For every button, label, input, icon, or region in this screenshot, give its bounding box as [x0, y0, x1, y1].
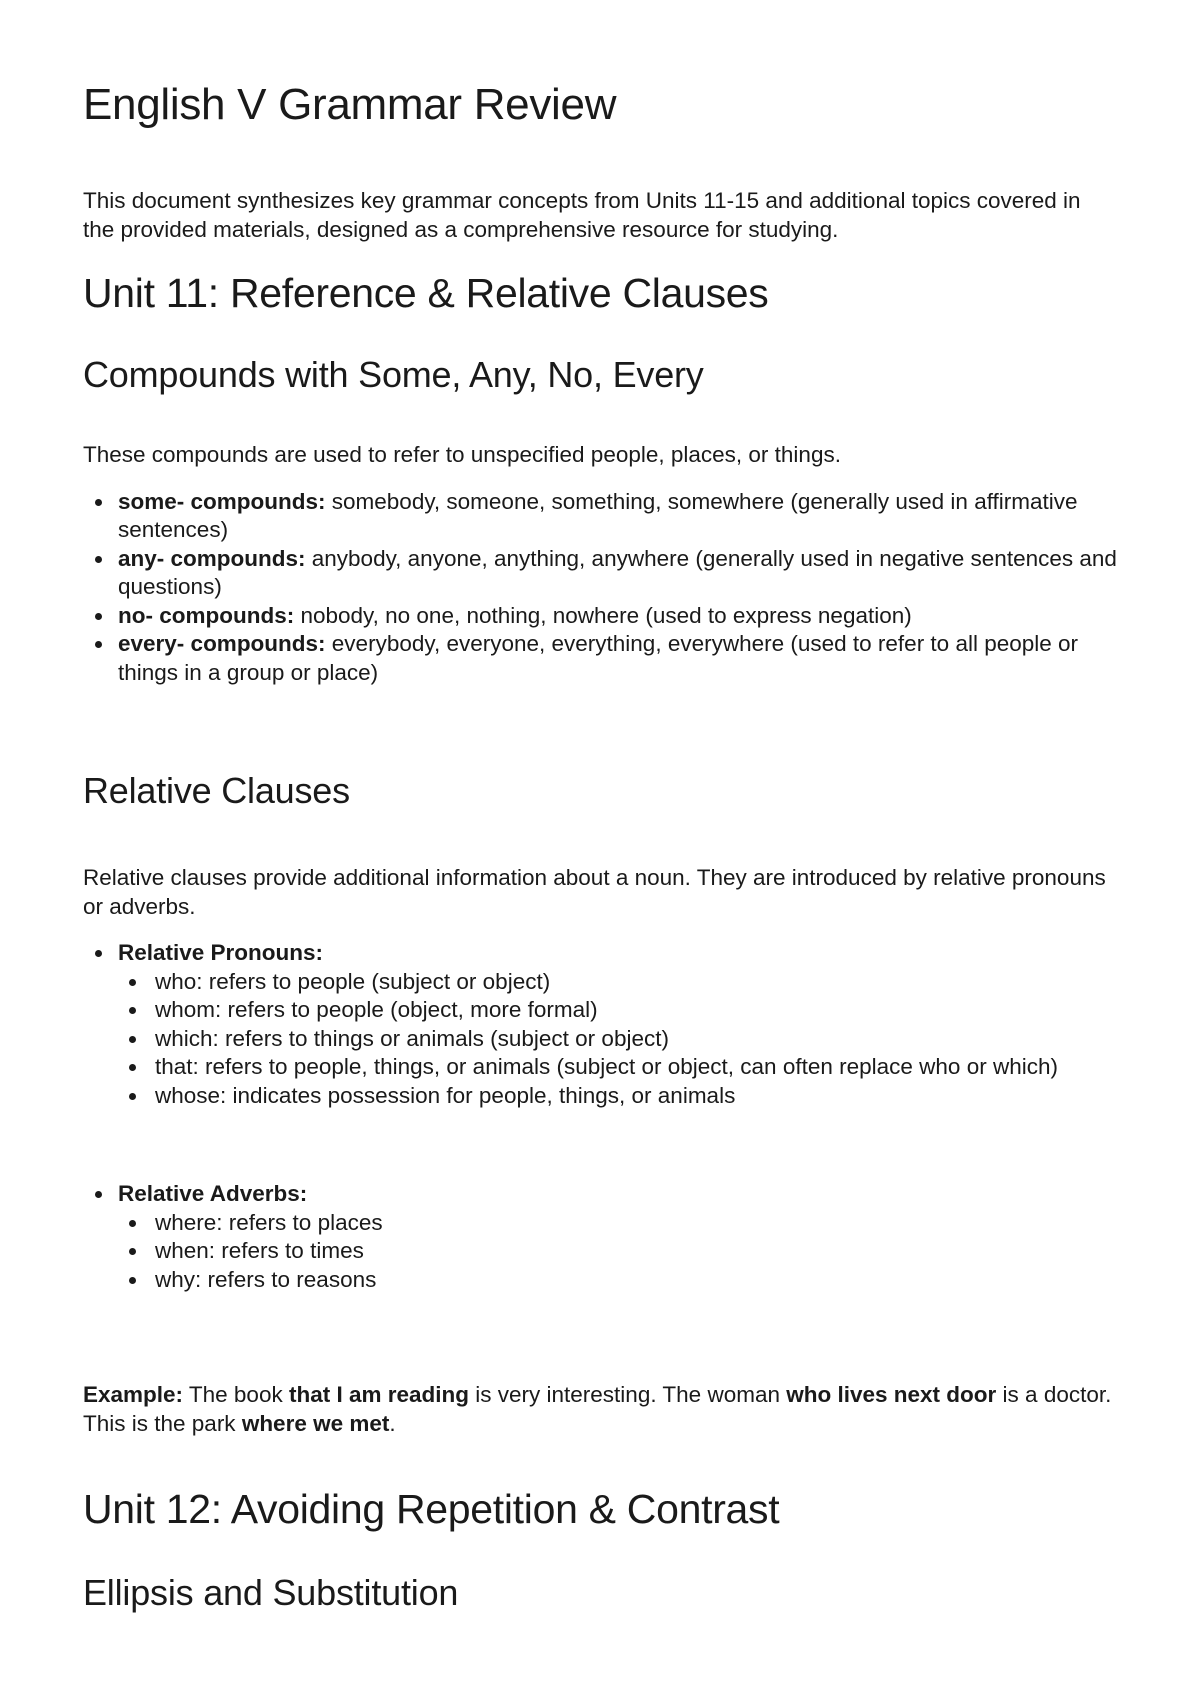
- example-label: Example:: [83, 1382, 184, 1407]
- relative-pronouns-label: Relative Pronouns:: [118, 940, 324, 965]
- relative-clauses-heading: Relative Clauses: [83, 770, 350, 811]
- compounds-intro: These compounds are used to refer to unspecified people, places, or things.: [83, 442, 841, 467]
- list-item-text: anybody, anyone, anything, anywhere (generally used in negative sentences and questions): [118, 545, 1117, 599]
- unit-12-heading: Unit 12: Avoiding Repetition & Contrast: [83, 1486, 780, 1532]
- list-item: [83, 602, 1123, 631]
- sublist-item: whose: indicates possession for people, things, or animals: [118, 1082, 1123, 1111]
- document-title: English V Grammar Review: [83, 80, 617, 129]
- sublist-item: whom: refers to people (object, more formal): [118, 996, 1123, 1025]
- sublist-item: where: refers to places: [118, 1209, 1123, 1238]
- list-item: [83, 939, 1123, 1110]
- compounds-heading: Compounds with Some, Any, No, Every: [83, 354, 704, 395]
- relative-clauses-section: [83, 864, 1123, 1110]
- pronoun-sublist: [118, 968, 1123, 1111]
- sublist-item: which: refers to things or animals (subject or object): [118, 1025, 1123, 1054]
- list-item-text: somebody, someone, something, somewhere (generally used in affirmative sentences): [118, 488, 1078, 542]
- list-item-term: any- compounds:: [118, 545, 306, 571]
- ellipsis-substitution-heading: Ellipsis and Substitution: [83, 1572, 459, 1613]
- sublist-item: that: refers to people, things, or animals (subject or object, can often replace who or which): [118, 1053, 1123, 1082]
- sublist-item: why: refers to reasons: [118, 1266, 1123, 1295]
- intro-paragraph: This document synthesizes key grammar concepts from Units 11-15 and additional topics covered in the provided materials, designed as a comprehensive resource for studying.: [83, 188, 1081, 242]
- example-part: .: [389, 1410, 396, 1436]
- list-item-term: every- compounds:: [118, 631, 326, 656]
- compounds-section: [83, 441, 1123, 687]
- list-item-text: everybody, everyone, everything, everywhere (used to refer to all people or things in a group or place): [118, 631, 1079, 685]
- example-highlight: that I am reading: [288, 1382, 470, 1407]
- list-item: [83, 1180, 1123, 1294]
- example-highlight: where we met: [241, 1410, 390, 1436]
- example-part: is very interesting. The woman: [469, 1382, 787, 1407]
- sublist-item: who: refers to people (subject or object): [118, 968, 1123, 997]
- list-item: [83, 545, 1123, 602]
- list-item-term: some- compounds:: [118, 488, 326, 514]
- example-highlight: who lives next door: [786, 1382, 997, 1407]
- list-item-text: nobody, no one, nothing, nowhere (used to express negation): [294, 602, 912, 628]
- relative-adverbs-label: Relative Adverbs:: [118, 1181, 308, 1206]
- relative-adverbs-list: [83, 1180, 1123, 1294]
- example-part: The book: [183, 1382, 289, 1407]
- relative-clauses-intro: Relative clauses provide additional information about a noun. They are introduced by relative pronouns or adverbs.: [83, 865, 1106, 919]
- list-item: [83, 488, 1123, 545]
- relative-adverbs-section: [83, 1180, 1123, 1294]
- compounds-list: [83, 488, 1123, 688]
- example-part: is a doctor. This is the park: [83, 1382, 1112, 1436]
- unit-11-heading: Unit 11: Reference & Relative Clauses: [83, 270, 769, 316]
- relative-pronouns-list: [83, 939, 1123, 1110]
- example-paragraph: [83, 1381, 1123, 1438]
- list-item-term: no- compounds:: [118, 602, 295, 628]
- sublist-item: when: refers to times: [118, 1237, 1123, 1266]
- example-text: [83, 1381, 1123, 1438]
- list-item: [83, 630, 1123, 687]
- adverb-sublist: [118, 1209, 1123, 1295]
